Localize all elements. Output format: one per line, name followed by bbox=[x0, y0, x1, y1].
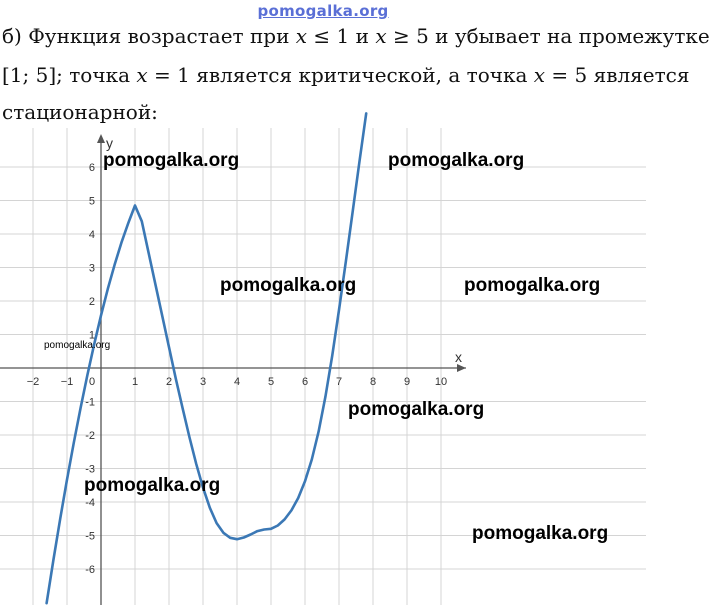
watermark: pomogalka.org bbox=[103, 150, 240, 171]
y-tick-label: 3 bbox=[88, 262, 95, 275]
math-variable: x bbox=[295, 24, 308, 48]
y-tick-label: -3 bbox=[85, 463, 95, 476]
y-axis-label: y bbox=[106, 135, 113, 151]
watermark: pomogalka.org bbox=[348, 399, 485, 420]
watermark: pomogalka.org bbox=[472, 523, 609, 544]
text-segment: = 5 является bbox=[545, 63, 690, 87]
text-segment: ≥ 5 и убывает на промежутке bbox=[386, 24, 710, 48]
text-segment: б) Функция возрастает при bbox=[2, 24, 296, 48]
x-tick-label: 0 bbox=[88, 376, 96, 388]
y-tick-label: -6 bbox=[85, 564, 95, 576]
text-segment: = 1 является критической, а точка bbox=[147, 63, 534, 87]
y-axis-arrow bbox=[97, 134, 105, 143]
watermark: pomogalka.org bbox=[220, 275, 357, 296]
x-tick-label: 2 bbox=[165, 376, 173, 388]
watermark: pomogalka.org bbox=[84, 475, 221, 496]
x-tick-label: 6 bbox=[301, 376, 309, 388]
x-tick-label: −1 bbox=[60, 376, 74, 388]
x-tick-label: 5 bbox=[267, 376, 275, 388]
y-tick-label: 6 bbox=[88, 162, 95, 174]
y-tick-label: 4 bbox=[88, 229, 95, 241]
site-link[interactable]: pomogalka.org bbox=[257, 2, 389, 20]
text-segment: стационарной: bbox=[2, 100, 158, 124]
solution-text-line-2 bbox=[2, 63, 690, 87]
axes bbox=[0, 134, 466, 605]
x-tick-label: 10 bbox=[434, 376, 448, 388]
x-axis-label: x bbox=[455, 349, 462, 365]
text-segment: ≤ 1 и bbox=[307, 24, 376, 48]
text-segment: [1; 5]; точка bbox=[2, 63, 137, 87]
x-tick-label: 4 bbox=[233, 376, 241, 388]
x-axis-arrow bbox=[457, 364, 466, 372]
x-tick-label: 3 bbox=[199, 376, 207, 388]
x-tick-label: −2 bbox=[26, 376, 40, 388]
y-tick-label: -2 bbox=[85, 430, 95, 442]
watermark: pomogalka.org bbox=[464, 275, 601, 296]
y-tick-label: 2 bbox=[88, 296, 95, 308]
y-tick-label: -5 bbox=[85, 530, 95, 543]
x-tick-label: 9 bbox=[403, 376, 411, 388]
math-variable: x bbox=[533, 63, 546, 87]
y-tick-label: -4 bbox=[85, 497, 95, 509]
solution-text-line-1 bbox=[2, 24, 710, 48]
x-tick-label: 1 bbox=[131, 376, 139, 388]
y-tick-label: 1 bbox=[88, 329, 95, 342]
watermark: pomogalka.org bbox=[44, 340, 111, 351]
y-tick-label: 5 bbox=[88, 195, 95, 208]
watermark: pomogalka.org bbox=[388, 150, 525, 171]
y-tick-label: -1 bbox=[85, 396, 95, 409]
solution-text-line-3 bbox=[2, 100, 158, 124]
x-tick-label: 8 bbox=[369, 376, 377, 388]
x-tick-label: 7 bbox=[335, 376, 343, 388]
math-variable: x bbox=[375, 24, 387, 48]
math-variable: x bbox=[136, 63, 148, 87]
